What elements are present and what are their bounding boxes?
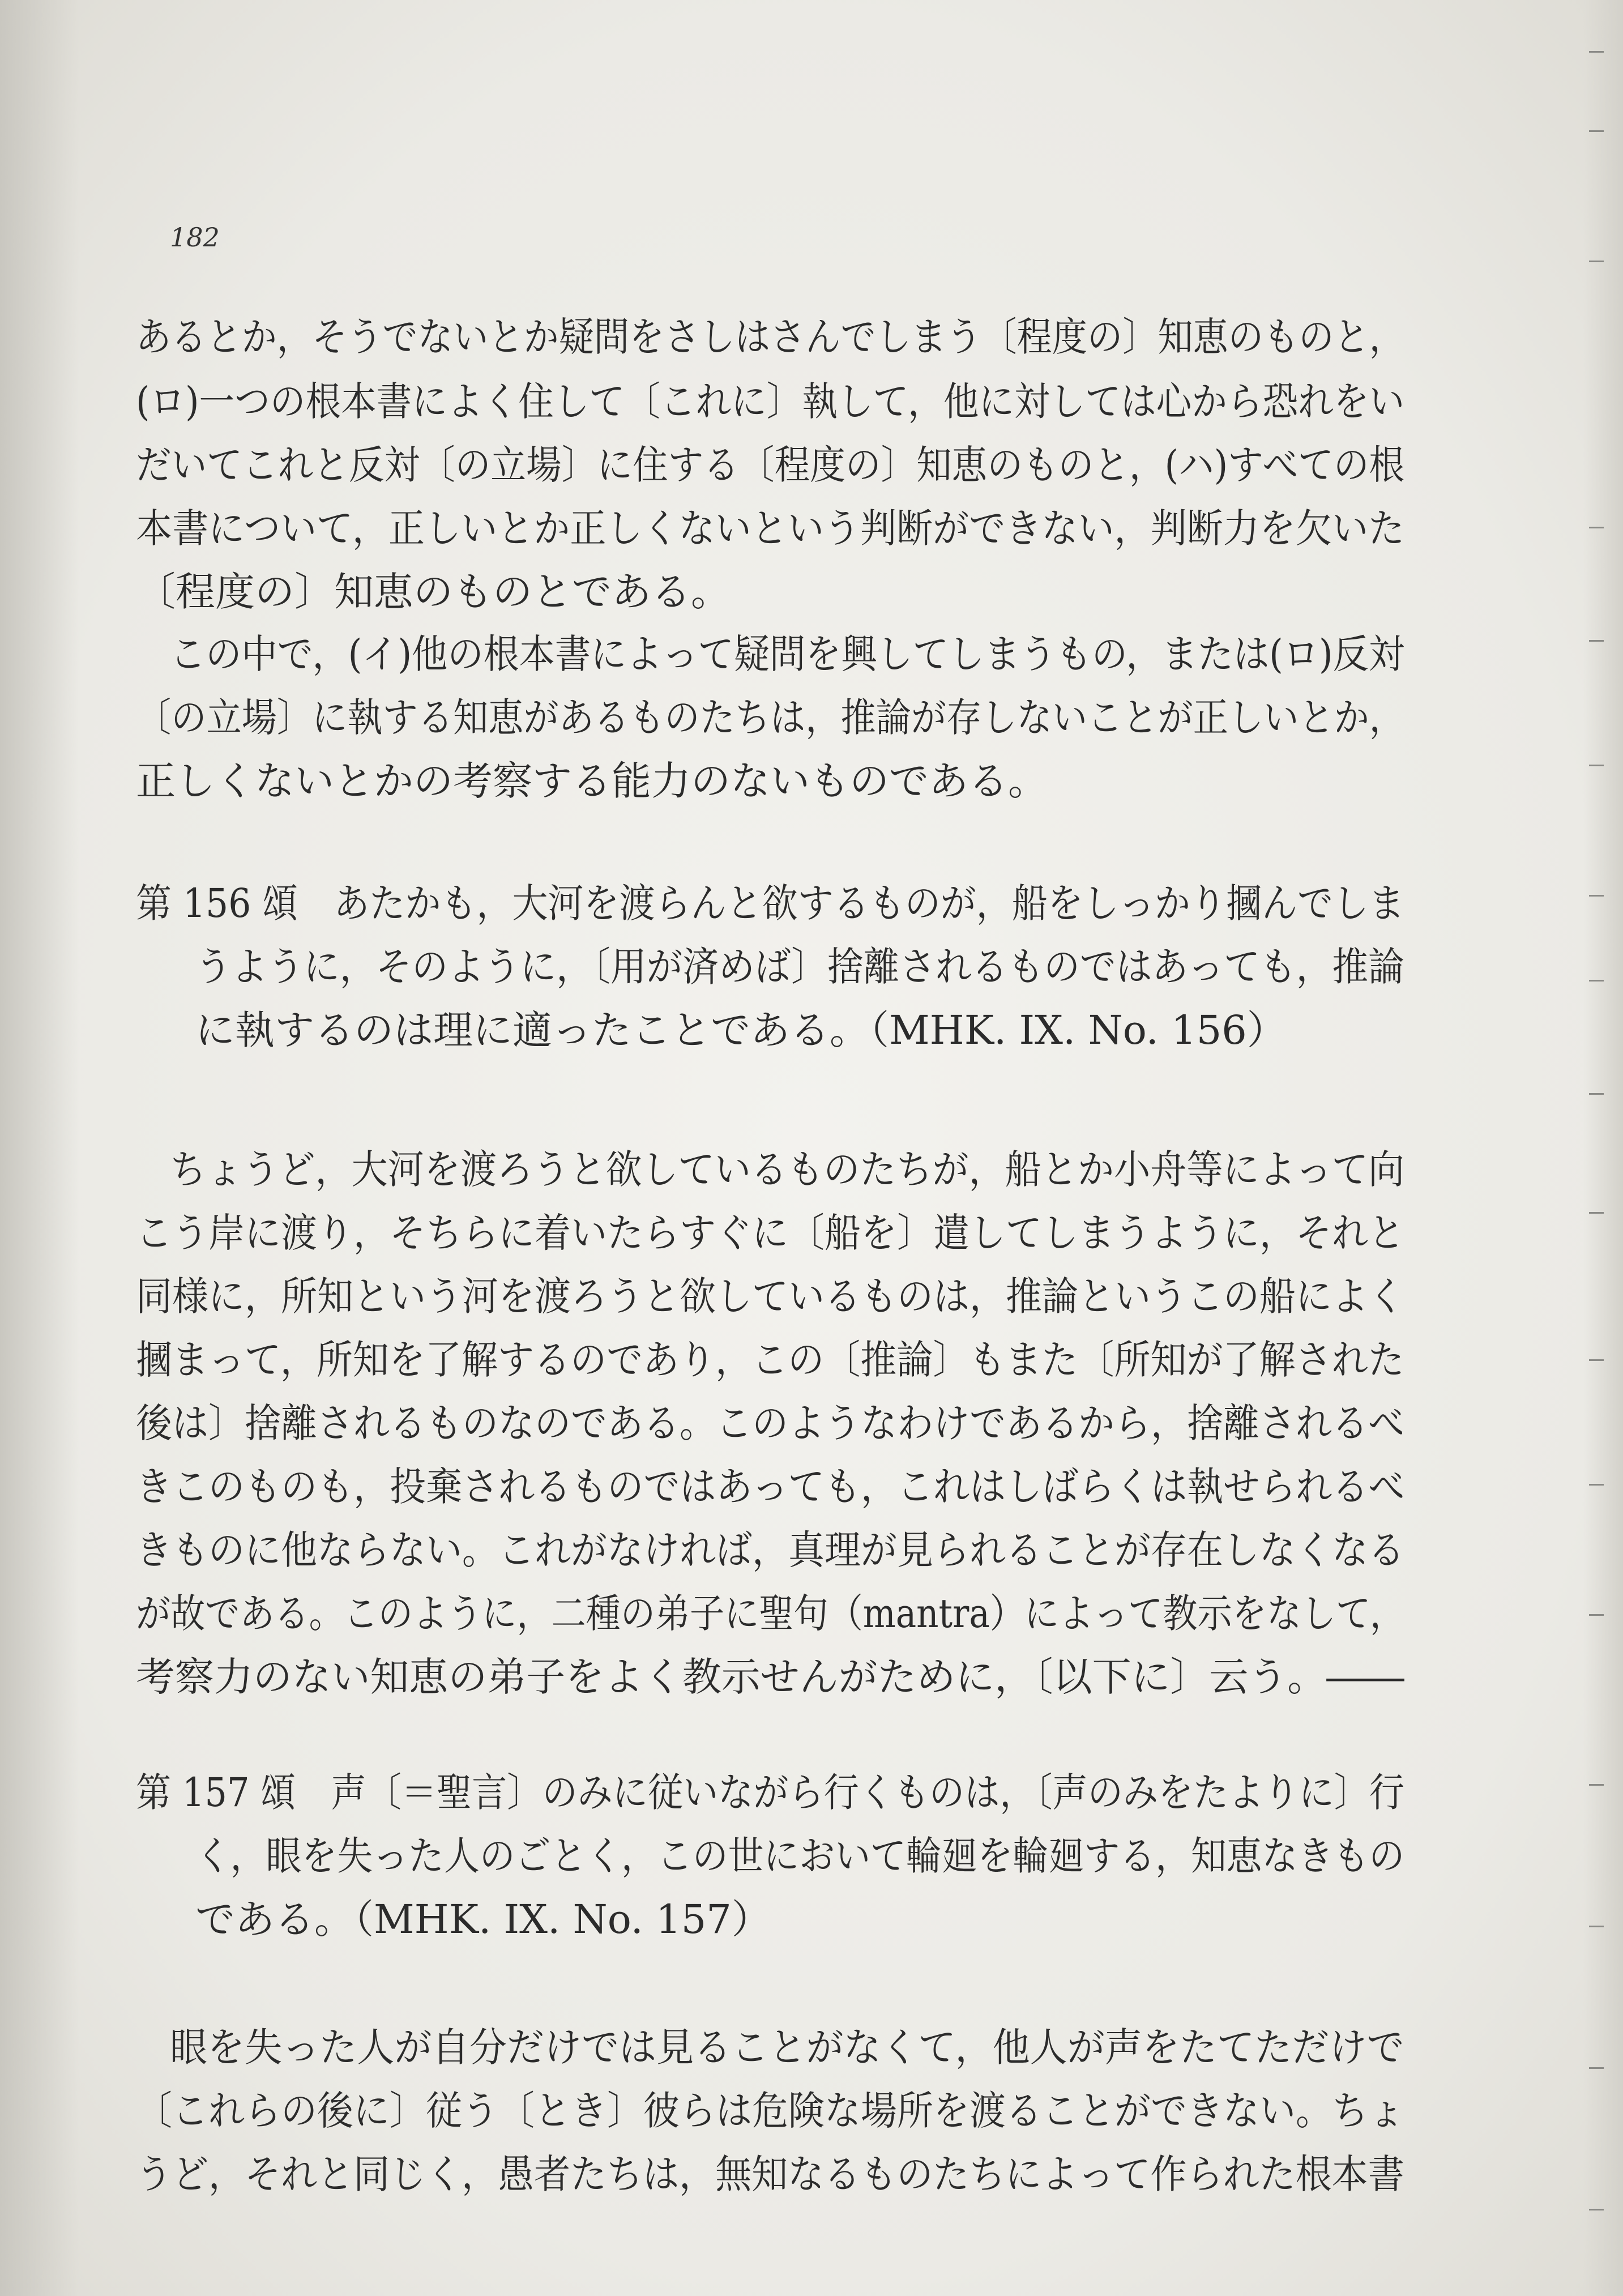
verse-156-line: 第 156 頌 あたかも，大河を渡らんと欲するものが，船をしっかり摑んでしま: [136, 880, 1405, 927]
margin-tick: [1589, 1484, 1604, 1486]
margin-tick: [1589, 1614, 1604, 1616]
text-line: この中で，(イ)他の根本書によって疑問を興してしまうもの，または(ロ)反対: [170, 631, 1405, 677]
margin-tick: [1589, 2067, 1604, 2069]
text-line: 〔これらの後に〕従う〔とき〕彼らは危険な場所を渡ることができない。ちょ: [136, 2088, 1405, 2134]
margin-tick: [1589, 130, 1604, 132]
margin-tick: [1589, 1212, 1604, 1214]
text-line: (ロ)一つの根本書によく住して〔これに〕執して，他に対しては心から恐れをい: [136, 378, 1405, 425]
text-line: こう岸に渡り，そちらに着いたらすぐに〔船を〕遣してしまうように，それと: [136, 1210, 1405, 1256]
text-line: 摑まって，所知を了解するのであり，この〔推論〕もまた〔所知が了解された: [136, 1337, 1404, 1383]
margin-tick: [1589, 1784, 1604, 1786]
verse-156-line: に執するのは理に適ったことである。（MHK. IX. No. 156）: [195, 1007, 1287, 1053]
verse-157-line: く，眼を失った人のごとく，この世において輪廻を輪廻する，知恵なきもの: [195, 1833, 1405, 1879]
text-line: 〔の立場〕に執する知恵があるものたちは，推論が存しないことが正しいとか，: [136, 694, 1405, 741]
text-line: ちょうど，大河を渡ろうと欲しているものたちが，船とか小舟等によって向: [170, 1146, 1405, 1193]
text-line: きこのものも，投棄されるものではあっても，これはしばらくは執せられるべ: [136, 1463, 1405, 1510]
margin-tick: [1589, 765, 1604, 766]
verse-156-line: うように，そのように，〔用が済めば〕捨離されるものではあっても，推論: [195, 944, 1404, 990]
margin-tick: [1589, 527, 1604, 528]
margin-tick: [1589, 980, 1604, 981]
text-line: うど，それと同じく，愚者たちは，無知なるものたちによって作られた根本書: [136, 2151, 1404, 2197]
margin-tick: [1589, 51, 1604, 53]
text-line: 〔程度の〕知恵のものとである。: [136, 569, 731, 615]
margin-tick: [1589, 2209, 1604, 2210]
margin-tick: [1589, 1359, 1604, 1361]
text-line: 同様に，所知という河を渡ろうと欲しているものは，推論というこの船によく: [136, 1273, 1405, 1320]
text-line: きものに他ならない。これがなければ，真理が見られることが存在しなくなる: [136, 1527, 1405, 1573]
verse-157-line: 第 157 頌 声〔＝聖言〕のみに従いながら行くものは，〔声のみをたよりに〕行: [136, 1769, 1405, 1816]
page-number: 182: [170, 222, 220, 253]
margin-tick: [1589, 1093, 1604, 1095]
margin-tick: [1589, 895, 1604, 897]
scan-left-shadow: [0, 0, 79, 2296]
margin-tick: [1589, 1926, 1604, 1927]
text-line: 正しくないとかの考察する能力のないものである。: [136, 758, 1048, 804]
text-line: 考察力のない知恵の弟子をよく教示せんがために，〔以下に〕云う。――: [136, 1654, 1404, 1700]
margin-tick: [1589, 261, 1604, 262]
text-line: が故である。このように，二種の弟子に聖句（mantra）によって教示をなして，: [136, 1590, 1405, 1637]
text-line: あるとか，そうでないとか疑問をさしはさんでしまう〔程度の〕知恵のものと，: [136, 314, 1405, 360]
margin-tick: [1589, 640, 1604, 642]
text-line: だいてこれと反対〔の立場〕に住する〔程度の〕知恵のものと，(ハ)すべての根: [136, 442, 1405, 488]
verse-157-line: である。（MHK. IX. No. 157）: [195, 1896, 771, 1943]
text-line: 本書について，正しいとか正しくないという判断ができない，判断力を欠いた: [136, 505, 1405, 552]
scan-right-edge: [1583, 0, 1623, 2296]
text-line: 眼を失った人が自分だけでは見ることがなくて，他人が声をたてただけで: [170, 2024, 1404, 2071]
text-line: 後は〕捨離されるものなのである。このようなわけであるから，捨離されるべ: [136, 1400, 1405, 1446]
